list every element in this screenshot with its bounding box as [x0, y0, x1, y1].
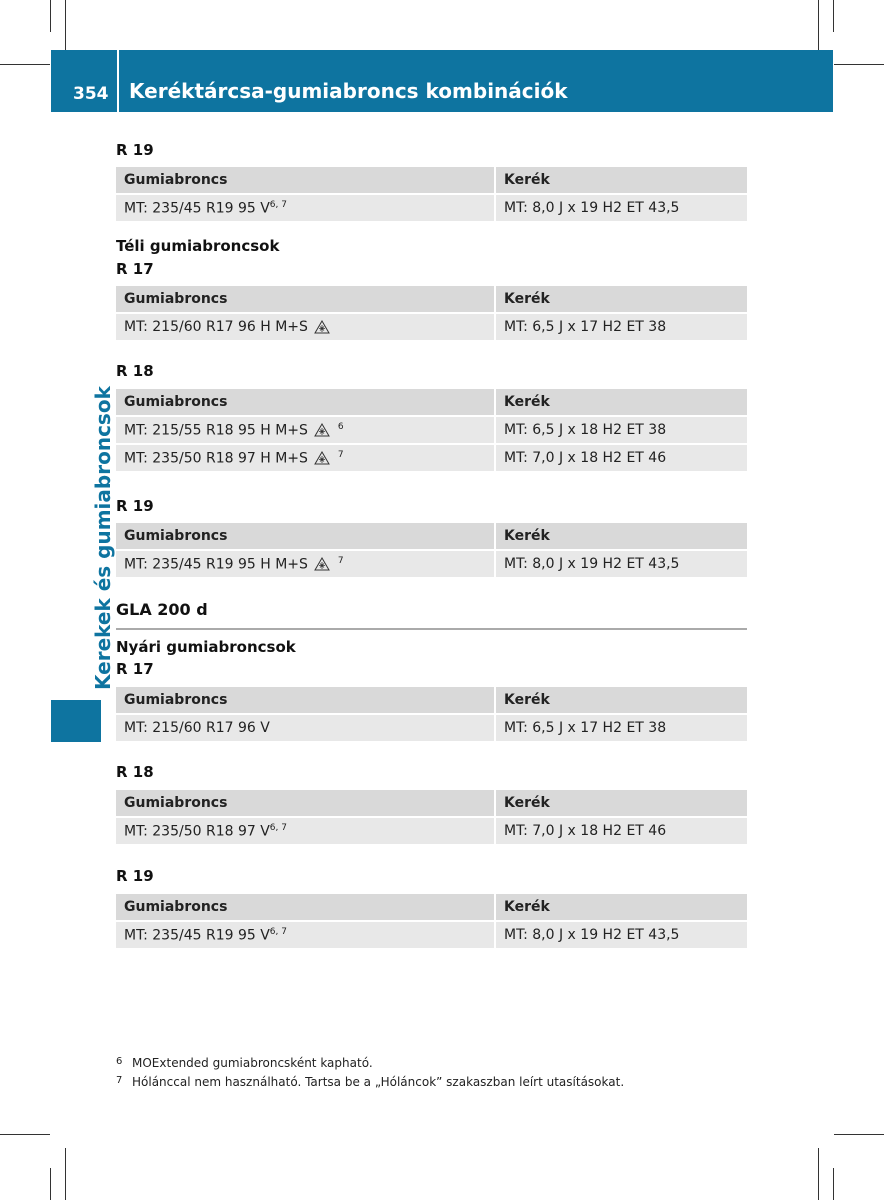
crop-mark [818, 0, 819, 50]
tire-cell [116, 314, 496, 340]
snowflake-mountain-icon [314, 320, 330, 334]
wheel-cell: MT: 6,5 J x 17 H2 ET 38 [496, 715, 747, 741]
tire-table [116, 521, 747, 579]
page-number: 354 [73, 84, 109, 104]
table-row [116, 445, 747, 471]
tire-table [116, 788, 747, 846]
crop-mark [834, 64, 884, 65]
tire-cell [116, 818, 496, 844]
snowflake-mountain-icon [314, 557, 330, 571]
footnote-text: Hólánccal nem használható. Tartsa be a „Hóláncok” szakaszban leírt utasításokat. [132, 1075, 625, 1089]
table-row [116, 314, 747, 340]
crop-mark [50, 0, 51, 32]
page-header [51, 50, 833, 112]
crop-mark [833, 1168, 834, 1200]
tire-spec: MT: 215/60 R17 96 V [124, 720, 270, 736]
tire-spec: MT: 235/45 R19 95 V [124, 200, 270, 217]
tire-spec: MT: 235/45 R19 95 V [124, 927, 270, 944]
header-divider [117, 50, 119, 112]
section-heading: R 17 [116, 660, 154, 678]
tire-table [116, 685, 747, 743]
table-header-row [116, 286, 747, 312]
table-row [116, 818, 747, 844]
col-header-wheel: Kerék [496, 286, 747, 312]
wheel-cell: MT: 8,0 J x 19 H2 ET 43,5 [496, 922, 747, 948]
col-header-tire: Gumiabroncs [116, 523, 496, 549]
footnote-ref: 6 [337, 421, 344, 432]
footnote-ref: 6, 7 [269, 199, 287, 210]
tire-spec: MT: 215/60 R17 96 H M+S [124, 319, 308, 335]
snowflake-mountain-icon [314, 451, 330, 465]
tire-cell [116, 417, 496, 443]
wheel-cell: MT: 8,0 J x 19 H2 ET 43,5 [496, 195, 747, 221]
section-heading: Téli gumiabroncsok [116, 237, 280, 255]
crop-mark [834, 1134, 884, 1135]
footnote-ref: 7 [337, 449, 344, 460]
footnote [116, 1056, 373, 1070]
tire-spec: MT: 235/50 R18 97 V [124, 823, 270, 840]
tire-spec: MT: 235/50 R18 97 H M+S [124, 450, 308, 467]
section-heading: R 17 [116, 260, 154, 278]
table-row [116, 922, 747, 948]
col-header-tire: Gumiabroncs [116, 687, 496, 713]
footnote-text: MOExtended gumiabroncsként kapható. [132, 1056, 373, 1070]
table-row [116, 551, 747, 577]
crop-mark [833, 0, 834, 32]
col-header-wheel: Kerék [496, 389, 747, 415]
table-row [116, 417, 747, 443]
section-heading: R 18 [116, 362, 154, 380]
wheel-cell: MT: 6,5 J x 17 H2 ET 38 [496, 314, 747, 340]
section-heading: Nyári gumiabroncsok [116, 638, 296, 656]
tire-table [116, 387, 747, 473]
col-header-wheel: Kerék [496, 894, 747, 920]
page-title: Keréktárcsa-gumiabroncs kombinációk [129, 79, 568, 103]
section-heading: R 19 [116, 867, 154, 885]
footnote-ref: 6, 7 [269, 926, 287, 937]
section-heading: R 19 [116, 497, 154, 515]
col-header-tire: Gumiabroncs [116, 167, 496, 193]
table-row [116, 195, 747, 221]
col-header-wheel: Kerék [496, 790, 747, 816]
section-heading: R 19 [116, 141, 154, 159]
table-header-row [116, 389, 747, 415]
tire-cell [116, 195, 496, 221]
footnote-number: 7 [116, 1075, 123, 1086]
footnote-ref: 7 [337, 555, 344, 566]
tire-cell [116, 715, 496, 741]
side-tab [51, 700, 101, 742]
crop-mark [0, 1134, 50, 1135]
tire-spec: MT: 235/45 R19 95 H M+S [124, 556, 308, 573]
tire-spec: MT: 215/55 R18 95 H M+S [124, 422, 308, 439]
wheel-cell: MT: 6,5 J x 18 H2 ET 38 [496, 417, 747, 443]
table-row [116, 715, 747, 741]
footnote-number: 6 [116, 1056, 123, 1067]
col-header-wheel: Kerék [496, 687, 747, 713]
footnote-ref: 6, 7 [269, 822, 287, 833]
wheel-cell: MT: 8,0 J x 19 H2 ET 43,5 [496, 551, 747, 577]
wheel-cell: MT: 7,0 J x 18 H2 ET 46 [496, 818, 747, 844]
crop-mark [65, 0, 66, 50]
crop-mark [65, 1148, 66, 1200]
tire-cell [116, 551, 496, 577]
col-header-tire: Gumiabroncs [116, 790, 496, 816]
crop-mark [50, 1168, 51, 1200]
table-header-row [116, 687, 747, 713]
tire-cell [116, 922, 496, 948]
table-header-row [116, 523, 747, 549]
tire-table [116, 284, 747, 342]
col-header-tire: Gumiabroncs [116, 286, 496, 312]
tire-cell [116, 445, 496, 471]
table-header-row [116, 894, 747, 920]
wheel-cell: MT: 7,0 J x 18 H2 ET 46 [496, 445, 747, 471]
tire-table [116, 165, 747, 223]
snowflake-mountain-icon [314, 423, 330, 437]
footnote [116, 1075, 624, 1089]
side-tab-label: Kerekek és gumiabroncsok [91, 386, 115, 690]
model-heading: GLA 200 d [116, 600, 747, 630]
table-header-row [116, 790, 747, 816]
table-header-row [116, 167, 747, 193]
col-header-wheel: Kerék [496, 167, 747, 193]
section-heading: R 18 [116, 763, 154, 781]
crop-mark [818, 1148, 819, 1200]
col-header-tire: Gumiabroncs [116, 894, 496, 920]
tire-table [116, 892, 747, 950]
col-header-tire: Gumiabroncs [116, 389, 496, 415]
col-header-wheel: Kerék [496, 523, 747, 549]
crop-mark [0, 64, 50, 65]
